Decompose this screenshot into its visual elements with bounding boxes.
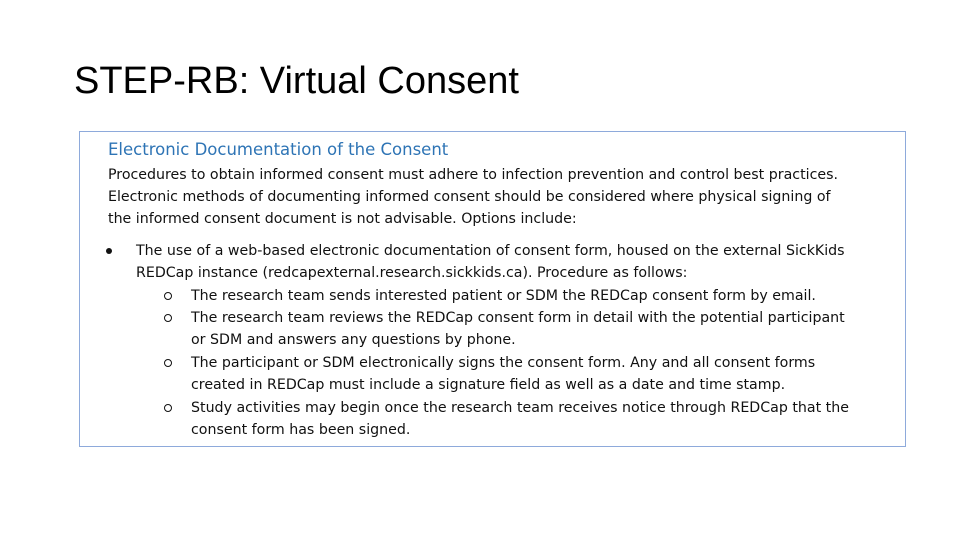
sub-item-line: The participant or SDM electronically signs the consent form. Any and all consent forms — [191, 355, 816, 371]
intro-line: the informed consent document is not advisable. Options include: — [108, 211, 577, 227]
section-heading: Electronic Documentation of the Consent — [108, 140, 449, 159]
slide-title: STEP-RB: Virtual Consent — [74, 60, 519, 102]
bullet-line: REDCap instance (redcapexternal.research.sickkids.ca). Procedure as follows: — [136, 265, 688, 281]
sub-item-line: consent form has been signed. — [191, 422, 411, 438]
sub-item-line: or SDM and answers any questions by phone. — [191, 332, 516, 348]
intro-line: Electronic methods of documenting informed consent should be considered where physical signing of — [108, 189, 831, 205]
circle-bullet-icon — [164, 314, 172, 322]
bullet-line: The use of a web-based electronic documentation of consent form, housed on the external SickKids — [136, 243, 845, 259]
sub-item-line: Study activities may begin once the research team receives notice through REDCap that the — [191, 400, 849, 416]
document-excerpt — [79, 131, 906, 447]
circle-bullet-icon — [164, 292, 172, 300]
sub-item-line: The research team sends interested patient or SDM the REDCap consent form by email. — [191, 288, 816, 304]
bullet-icon — [106, 248, 112, 254]
sub-item-line: created in REDCap must include a signature field as well as a date and time stamp. — [191, 377, 786, 393]
circle-bullet-icon — [164, 359, 172, 367]
intro-line: Procedures to obtain informed consent must adhere to infection prevention and control best practices. — [108, 167, 839, 183]
sub-item-line: The research team reviews the REDCap consent form in detail with the potential participant — [191, 310, 845, 326]
circle-bullet-icon — [164, 404, 172, 412]
